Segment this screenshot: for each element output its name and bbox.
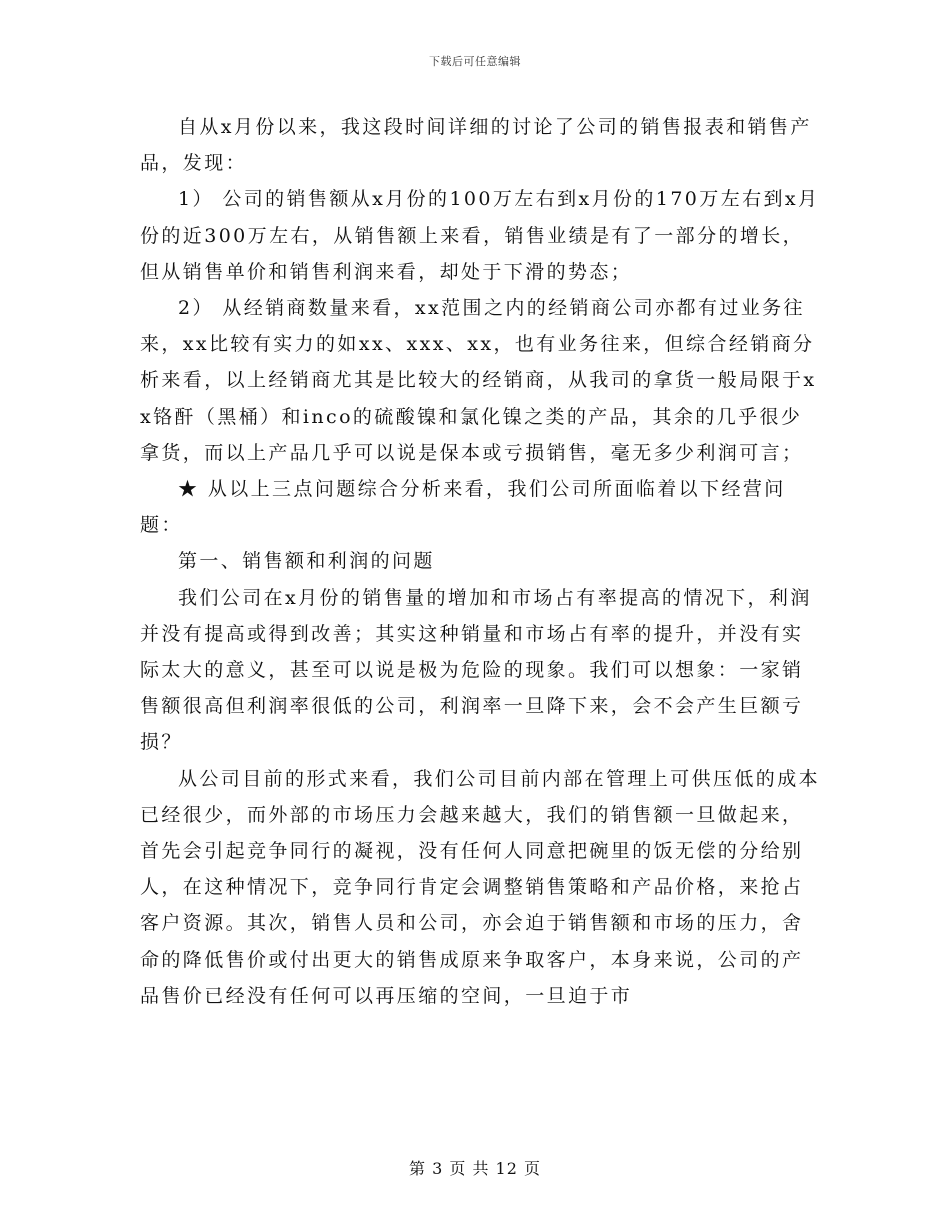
page-header-note: 下载后可任意编辑 <box>429 55 521 68</box>
section-heading-1: 第一、销售额和利润的问题 <box>178 550 435 573</box>
paragraph-point-2: 2） 从经销商数量来看，xx范围之内的经销商公司亦都有过业务往来，xx比较有实力的如xx、xxx、xx，也有业务往来，但综合经销商分析来看，以上经销商尤其是比较大的经销商，从我司的拿货一般局限于xx铬酐（黑桶）和inco的硫酸镍和氯化镍之类的产品，其余的几乎很少拿货，而以上产品几乎可以说是保本或亏损销售，毫无多少利润可言； <box>140 297 817 464</box>
paragraph-point-1: 1） 公司的销售额从x月份的100万左右到x月份的170万左右到x月份的近300万左右，从销售额上来看，销售业绩是有了一部分的增长，但从销售单价和销售利润来看，却处于下滑的势态； <box>140 188 820 283</box>
paragraph-summary: ★ 从以上三点问题综合分析来看，我们公司所面临着以下经营问题： <box>140 478 786 537</box>
paragraph-company-situation: 从公司目前的形式来看，我们公司目前内部在管理上可供压低的成本已经很少，而外部的市场压力会越来越大，我们的销售额一旦做起来，首先会引起竞争同行的凝视，没有任何人同意把碗里的饭无偿的分给别人，在这种情况下，竞争同行肯定会调整销售策略和产品价格，来抢占客户资源。其次，销售人员和公司，亦会迫于销售额和市场的压力，舍命的降低售价或付出更大的销售成原来争取客户，本身来说，公司的产品售价已经没有任何可以再压缩的空间，一旦迫于市 <box>140 767 821 1007</box>
page-number-footer: 第 3 页 共 12 页 <box>409 1159 541 1178</box>
document-body <box>140 109 820 1014</box>
paragraph-sales-profit: 我们公司在x月份的销售量的增加和市场占有率提高的情况下，利润并没有提高或得到改善；其实这种销量和市场占有率的提升，并没有实际太大的意义，甚至可以说是极为危险的现象。我们可以想象：一家销售额很高但利润率很低的公司，利润率一旦降下来，会不会产生巨额亏损？ <box>140 586 812 754</box>
paragraph-intro: 自从x月份以来，我这段时间详细的讨论了公司的销售报表和销售产品，发现： <box>140 116 812 175</box>
